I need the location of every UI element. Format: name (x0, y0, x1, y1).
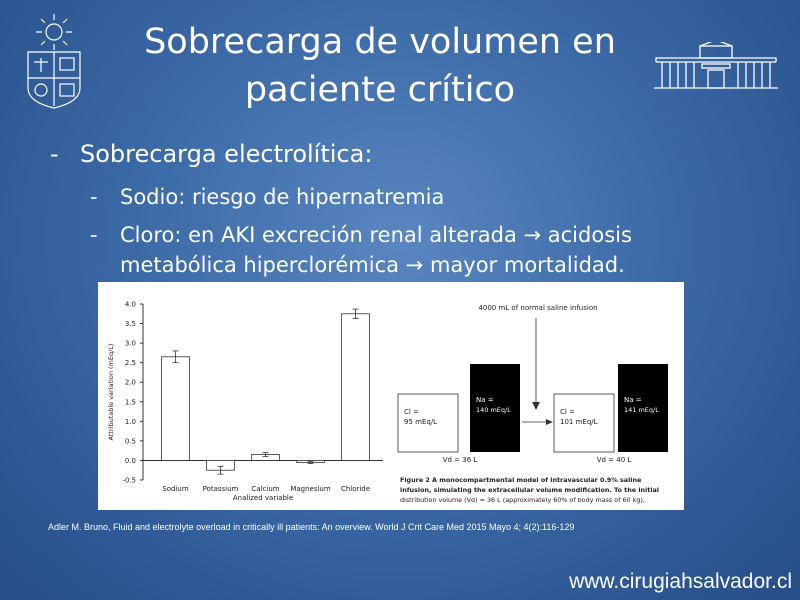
bar-chloride (342, 314, 370, 461)
sub-bullet-chloride-line2: metabólica hiperclorémica → mayor mortalidad. (120, 253, 625, 277)
x-tick-label-sodium: Sodium (162, 485, 189, 493)
slide-title (100, 18, 660, 114)
y-tick-label: 2.0 (124, 378, 136, 387)
bullet-list (50, 140, 770, 280)
bullet-dash: - (50, 140, 59, 168)
sub-bullet-sodium-text: Sodio: riesgo de hipernatremia (120, 185, 445, 209)
y-tick-label: 1.5 (124, 398, 136, 407)
x-tick-label-potassium: Potassium (202, 485, 239, 493)
vd-initial: Vd = 36 L (442, 456, 478, 464)
bar-chart (107, 301, 383, 503)
hospital-building-logo (652, 42, 780, 92)
sub-bullet-chloride (90, 220, 770, 280)
sub-bullet-sodium (90, 182, 770, 212)
y-tick-label: 4.0 (124, 300, 136, 309)
infusion-arrow-head (532, 402, 540, 410)
transfer-arrow-head (546, 419, 553, 425)
website-url: www.cirugiahsalvador.cl (569, 570, 792, 593)
y-tick-label: 3.0 (124, 339, 136, 348)
cl-initial-label: Cl = (404, 408, 419, 416)
y-ticks (122, 301, 143, 485)
university-crest-logo (22, 10, 86, 110)
vd-final: Vd = 40 L (596, 456, 632, 464)
cl-final-label: Cl = (560, 408, 575, 416)
infusion-label: 4000 mL of normal saline infusion (478, 304, 598, 312)
na-initial-label: Na = (476, 396, 494, 404)
sub-bullet-dash: - (90, 185, 98, 209)
y-tick-label: 0.5 (124, 437, 136, 446)
na-final-value: 141 mEq/L (624, 406, 659, 414)
compartment-diagram (398, 304, 668, 504)
y-tick-label: 0.0 (124, 456, 136, 465)
cl-final-value: 101 mEq/L (560, 418, 598, 426)
y-tick-label: 1.0 (124, 417, 136, 426)
figure-caption-line3: distribution volume (Vd) = 36 L (approximately 60% of body mass of 60 kg), (400, 496, 645, 504)
embedded-figure (98, 282, 684, 510)
figure-caption-line2: infusion, simulating the extracellular volume modification. To the initial (400, 486, 660, 494)
x-axis-label: Analized variable (232, 494, 294, 502)
bar-sodium (162, 357, 190, 461)
bullet-main (50, 140, 770, 168)
figure-canvas (98, 282, 684, 510)
cl-initial-value: 95 mEq/L (404, 418, 438, 426)
bars (162, 309, 370, 474)
x-tick-label-calcium: Calcium (251, 485, 280, 493)
na-final-label: Na = (624, 396, 642, 404)
x-tick-label-magnesium: Magnesium (290, 485, 331, 493)
y-tick-label: 2.5 (124, 359, 136, 368)
figure-caption-line1: Figure 2 A monocompartmental model of intravascular 0.9% saline (400, 476, 642, 484)
x-tick-labels (162, 485, 370, 493)
bullet-main-text: Sobrecarga electrolítica: (80, 140, 373, 168)
y-tick-label: -0.5 (122, 476, 136, 485)
y-axis-label: Attributable variation (mEq/L) (107, 343, 115, 441)
sub-bullet-dash: - (90, 223, 98, 247)
y-tick-label: 3.5 (124, 320, 136, 329)
slide-title-line1: Sobrecarga de volumen en (144, 22, 616, 62)
sub-bullet-chloride-line1: Cloro: en AKI excreción renal alterada → acidosis (120, 223, 632, 247)
na-initial-value: 140 mEq/L (476, 406, 511, 414)
citation-reference: Adler M. Bruno, Fluid and electrolyte overload in critically ill patients: An overview. World J Crit Care Med 2015 Mayo 4; 4(2):116-129 (48, 522, 575, 532)
x-tick-label-chloride: Chloride (340, 485, 371, 493)
slide-title-line2: paciente crítico (244, 70, 516, 110)
